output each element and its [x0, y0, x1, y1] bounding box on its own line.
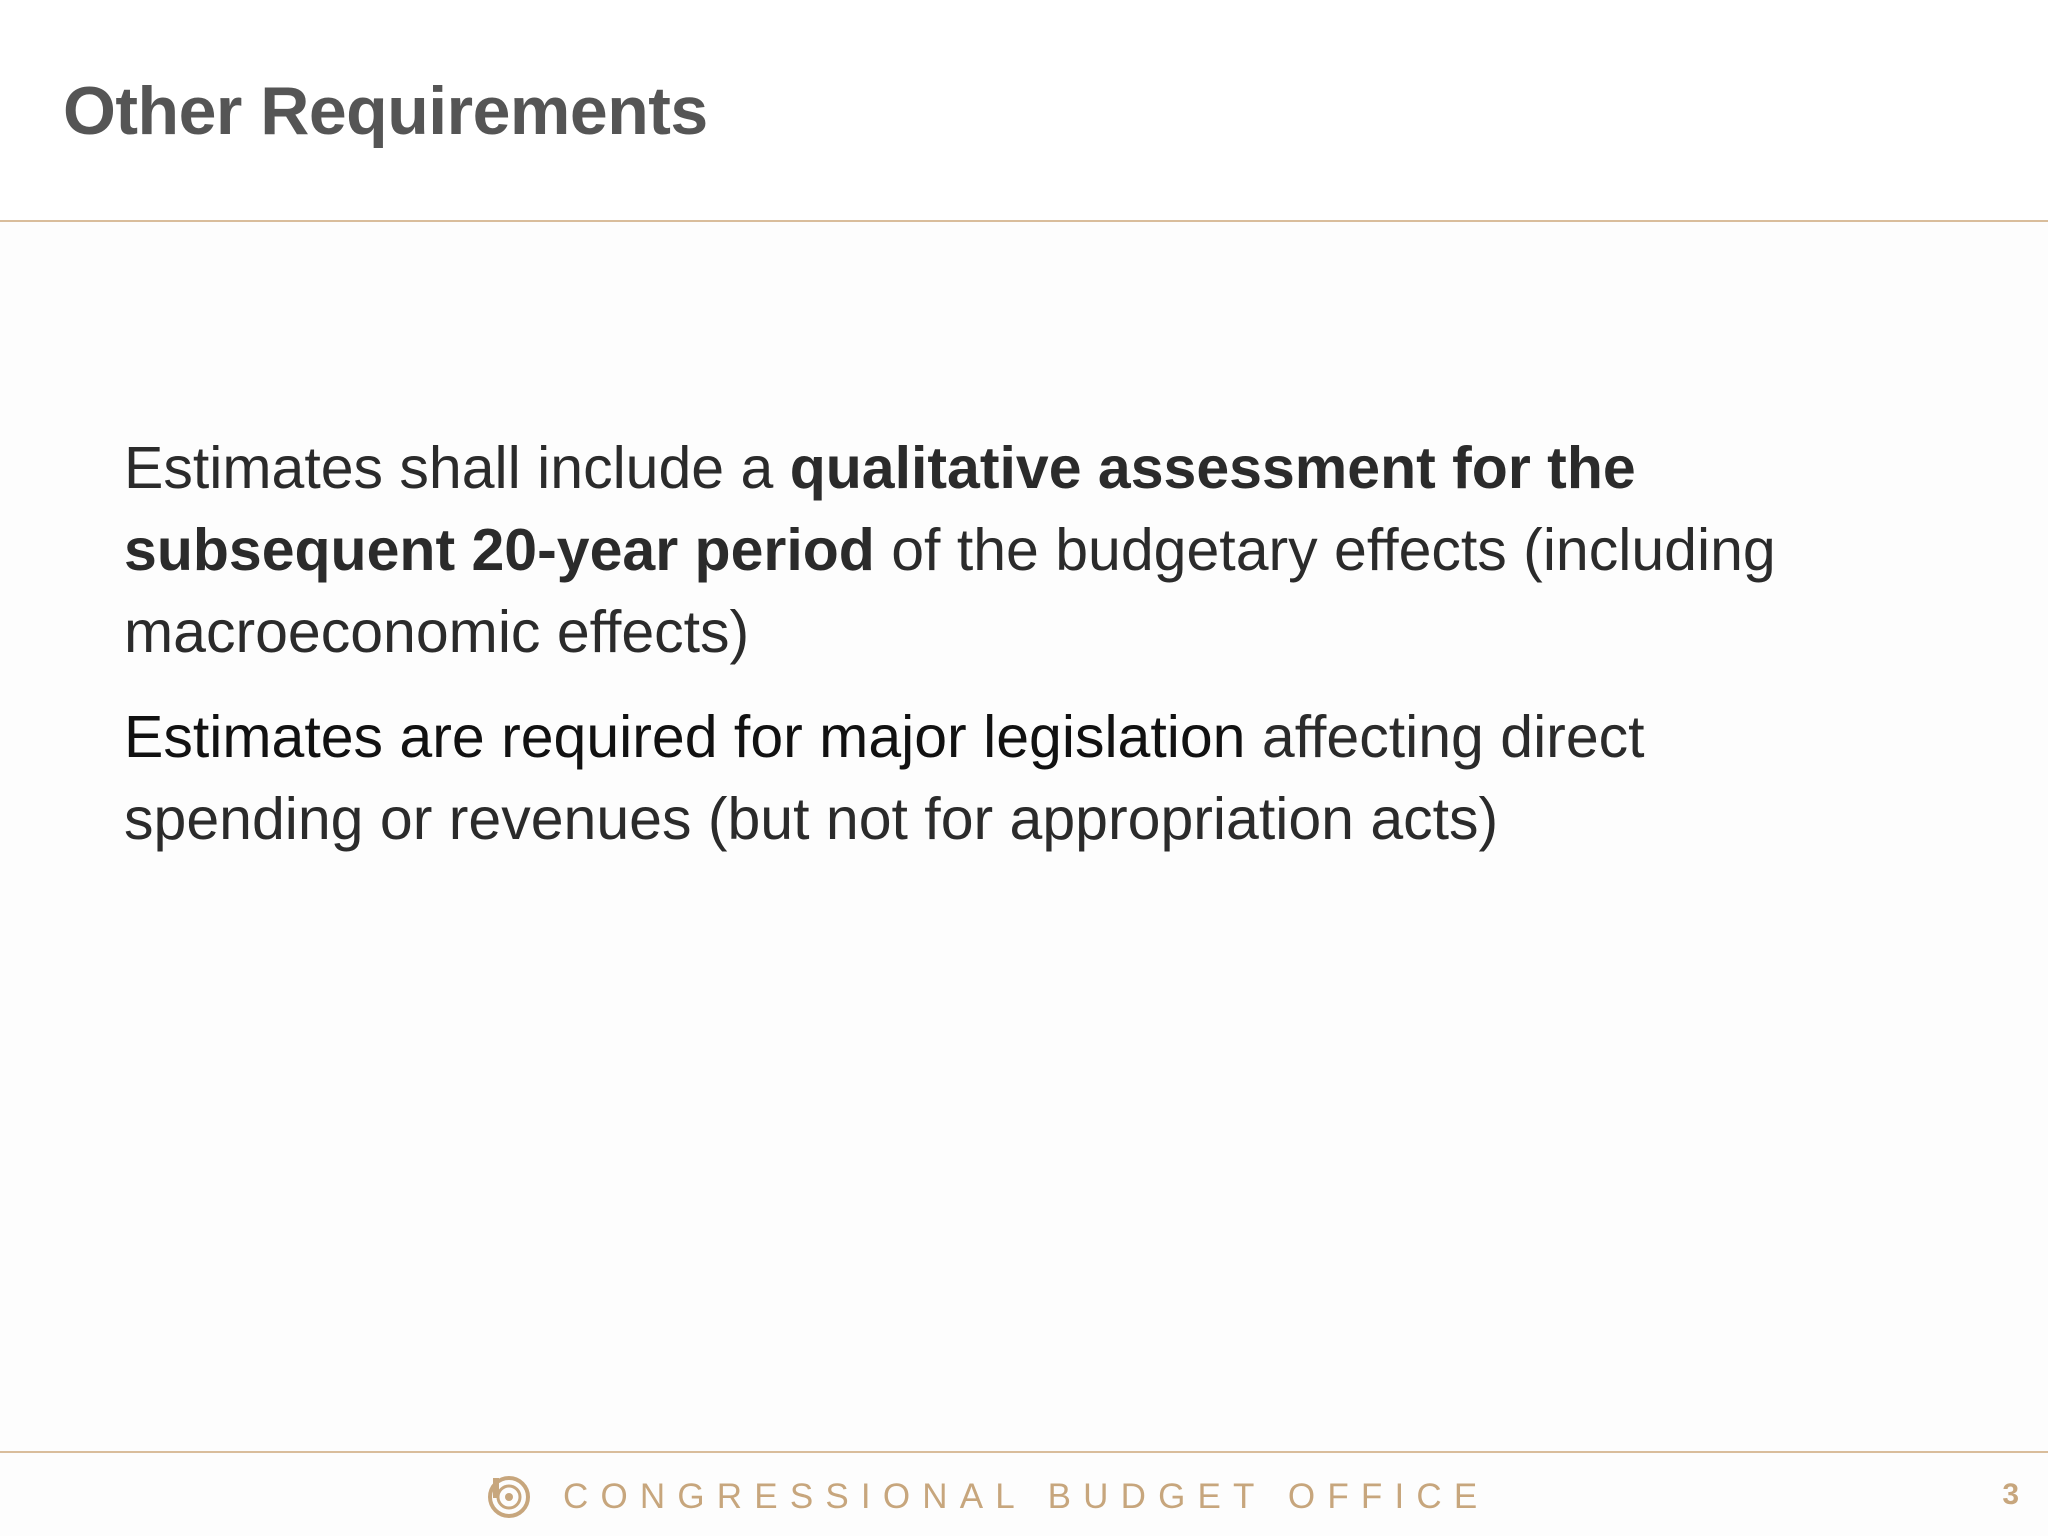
paragraph-major-legislation: [124, 696, 1924, 860]
paragraph-1-tail: of the budgetary effects (including: [874, 517, 1776, 583]
paragraph-1-emphasis-b: subsequent 20-year period: [124, 517, 875, 583]
page-title: Other Requirements: [63, 73, 708, 149]
paragraph-qualitative-assessment: [124, 427, 1924, 673]
paragraph-2-tail: affecting direct: [1245, 704, 1645, 770]
paragraph-2-end: spending or revenues (but not for appropriation acts): [124, 786, 1499, 852]
page-number: 3: [2002, 1478, 2019, 1511]
paragraph-1-end: macroeconomic effects): [124, 599, 750, 665]
cbo-seal-icon: [487, 1475, 531, 1519]
header-divider: [0, 220, 2048, 222]
slide-header: [0, 0, 2048, 221]
slide-footer: [0, 1453, 2048, 1536]
slide-body: [124, 427, 1924, 883]
paragraph-1-lead: Estimates shall include a: [124, 435, 790, 501]
organization-name: CONGRESSIONAL BUDGET OFFICE: [563, 1477, 1490, 1516]
paragraph-2-lead: Estimates are required for major legislation: [124, 704, 1246, 770]
paragraph-1-emphasis-a: qualitative assessment for the: [789, 435, 1636, 501]
